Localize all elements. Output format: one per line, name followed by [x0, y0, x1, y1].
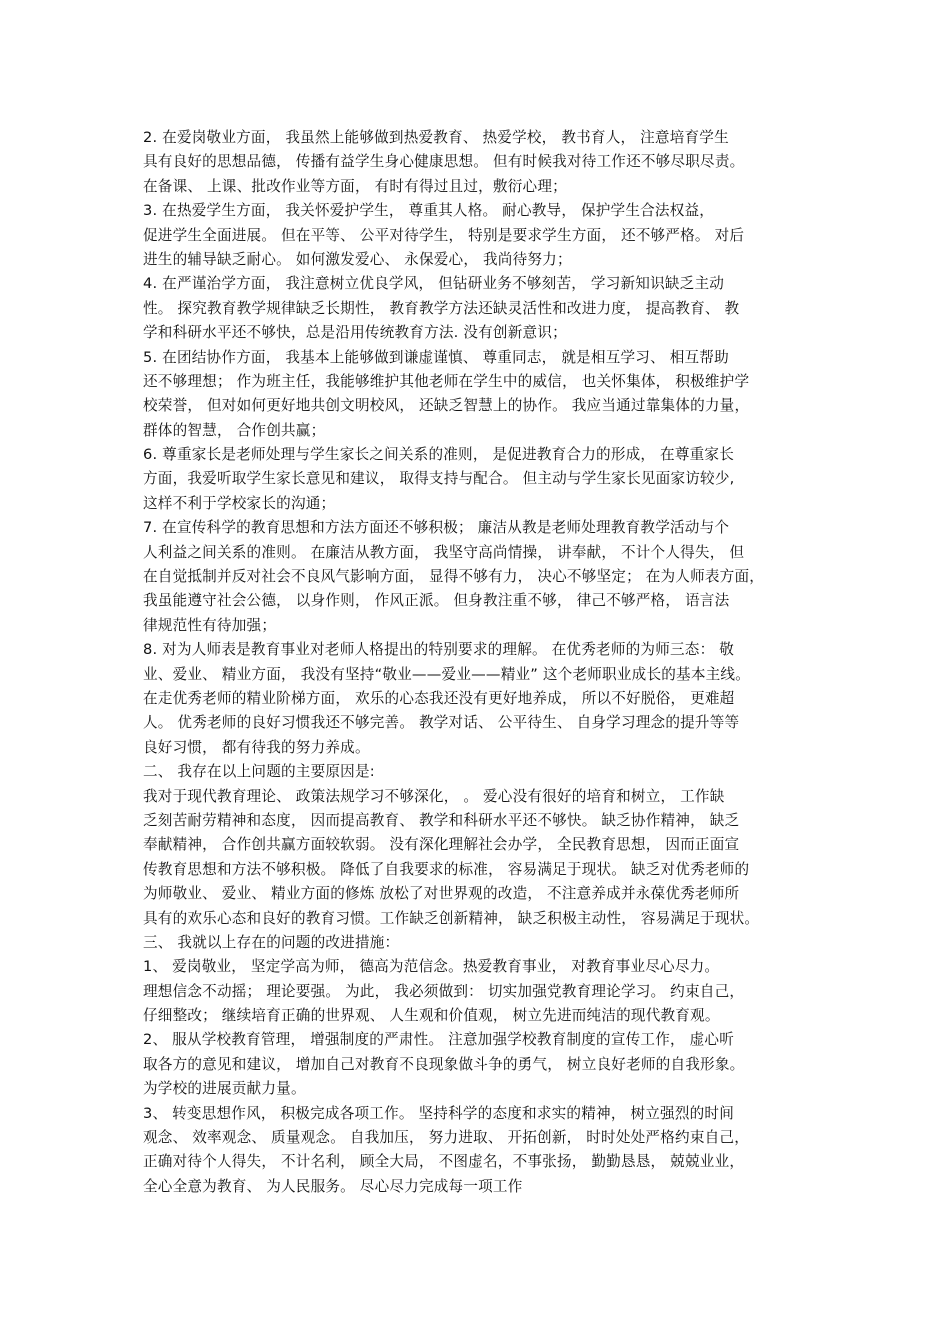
text-line: 二、 我存在以上问题的主要原因是:	[143, 763, 375, 781]
text-line: 3. 在热爱学生方面， 我关怀爱护学生， 尊重其人格。 耐心教导， 保护学生合法权益，	[143, 202, 715, 220]
text-line: 还不够理想； 作为班主任，我能够维护其他老师在学生中的威信， 也关怀集体， 积极维护学	[143, 372, 750, 390]
text-line: 8. 对为人师表是教育事业对老师人格提出的特别要求的理解。 在优秀老师的为师三态： 敬	[143, 641, 735, 659]
text-line: 乏刻苦耐劳精神和态度， 因而提高教育、 教学和科研水平还不够快。 缺乏协作精神， 缺乏	[143, 811, 740, 829]
text-line: 我虽能遵守社会公德， 以身作则， 作风正派。 但身教注重不够， 律己不够严格， 语言法	[143, 592, 730, 610]
text-line: 仔细整改； 继续培育正确的世界观、 人生观和价值观， 树立先进而纯洁的现代教育观。	[143, 1007, 720, 1025]
text-line: 具有良好的思想品德， 传播有益学生身心健康思想。 但有时候我对待工作还不够尽职尽责。	[143, 153, 745, 171]
text-line: 观念、 效率观念、 质量观念。 自我加压， 努力进取、 开拓创新， 时时处处严格约束自己，	[143, 1129, 749, 1147]
document-body	[143, 126, 823, 1199]
text-line: 2. 在爱岗敬业方面， 我虽然上能够做到热爱教育、 热爱学校， 教书育人， 注意培育学生	[143, 129, 729, 146]
text-line: 取各方的意见和建议， 增加自己对教育不良现象做斗争的勇气， 树立良好老师的自我形象。	[143, 1055, 745, 1073]
text-line: 这样不利于学校家长的沟通；	[143, 494, 336, 512]
text-line: 促进学生全面进展。 但在平等、 公平对待学生， 特别是要求学生方面， 还不够严格。 对后	[143, 226, 745, 244]
text-line: 群体的智慧， 合作创共赢；	[143, 421, 326, 439]
text-line: 具有的欢乐心态和良好的教育习惯。工作缺乏创新精神， 缺乏积极主动性， 容易满足于现状。	[143, 909, 760, 927]
text-line: 1、 爱岗敬业， 坚定学高为师， 德高为范信念。热爱教育事业， 对教育事业尽心尽力。	[143, 958, 720, 976]
text-line: 正确对待个人得失， 不计名利， 顾全大局， 不图虚名，不事张扬， 勤勤恳恳， 兢兢业业，	[143, 1153, 745, 1171]
text-line: 奉献精神， 合作创共赢方面较软弱。 没有深化理解社会办学， 全民教育思想， 因而正面宣	[143, 836, 740, 854]
text-line: 5. 在团结协作方面， 我基本上能够做到谦虚谨慎、 尊重同志， 就是相互学习、 相互帮助	[143, 348, 729, 366]
text-line: 3、 转变思想作风， 积极完成各项工作。 坚持科学的态度和求实的精神， 树立强烈的时间	[143, 1104, 735, 1122]
text-line: 在备课、 上课、批改作业等方面， 有时有得过且过，敷衍心理；	[143, 177, 567, 195]
text-line: 方面，我爱听取学生家长意见和建议， 取得支持与配合。 但主动与学生家长见面家访较少,	[143, 470, 735, 488]
text-line: 全心全意为教育、 为人民服务。 尽心尽力完成每一项工作	[143, 1177, 523, 1195]
text-line: 性。 探究教育教学规律缺乏长期性， 教育教学方法还缺灵活性和改进力度， 提高教育、 教	[143, 299, 740, 317]
text-line: 在自觉抵制并反对社会不良风气影响方面， 显得不够有力， 决心不够坚定； 在为人师表方面，	[143, 568, 765, 586]
text-line: 校荣誉， 但对如何更好地共创文明校风， 还缺乏智慧上的协作。 我应当通过靠集体的力量，	[143, 397, 750, 415]
text-line: 2、 服从学校教育管理， 增强制度的严肃性。 注意加强学校教育制度的宣传工作， 虚心听	[143, 1031, 735, 1049]
text-line: 理想信念不动摇； 理论要强。 为此， 我必须做到： 切实加强党教育理论学习。 约束自己，	[143, 982, 745, 1000]
text-line: 为学校的进展贡献力量。	[143, 1080, 306, 1098]
text-line: 业、爱业、 精业方面， 我没有坚持“敬业——爱业——精业” 这个老师职业成长的基本主线。	[143, 665, 750, 683]
text-line: 人。 优秀老师的良好习惯我还不够完善。 教学对话、 公平待生、 自身学习理念的提升等等	[143, 714, 740, 732]
text-line: 在走优秀老师的精业阶梯方面， 欢乐的心态我还没有更好地养成， 所以不好脱俗， 更难超	[143, 689, 735, 707]
text-line: 人利益之间关系的准则。 在廉洁从教方面， 我坚守高尚情操， 讲奉献， 不计个人得失， 但	[143, 543, 745, 561]
text-line: 4. 在严谨治学方面， 我注意树立优良学风， 但钻研业务不够刻苦， 学习新知识缺乏主动	[143, 275, 725, 293]
text-line: 进生的辅导缺乏耐心。 如何激发爱心、 永保爱心， 我尚待努力；	[143, 250, 572, 268]
text-line: 7. 在宣传科学的教育思想和方法方面还不够积极； 廉洁从教是老师处理教育教学活动与个	[143, 519, 730, 537]
text-line: 律规范性有待加强；	[143, 616, 277, 634]
text-line: 学和科研水平还不够快，总是沿用传统教育方法. 没有创新意识；	[143, 324, 567, 342]
text-line: 6. 尊重家长是老师处理与学生家长之间关系的准则， 是促进教育合力的形成， 在尊重家长	[143, 446, 735, 464]
text-line: 良好习惯， 都有待我的努力养成。	[143, 738, 370, 756]
text-line: 为师敬业、 爱业、 精业方面的修炼 放松了对世界观的改造， 不注意养成并永葆优秀老师所	[143, 885, 740, 903]
text-line: 三、 我就以上存在的问题的改进措施：	[143, 933, 400, 951]
text-line: 传教育思想和方法不够积极。 降低了自我要求的标准， 容易满足于现状。 缺乏对优秀老师的	[143, 860, 750, 878]
text-line: 我对于现代教育理论、 政策法规学习不够深化， 。 爱心没有很好的培育和树立， 工作缺	[143, 787, 725, 805]
